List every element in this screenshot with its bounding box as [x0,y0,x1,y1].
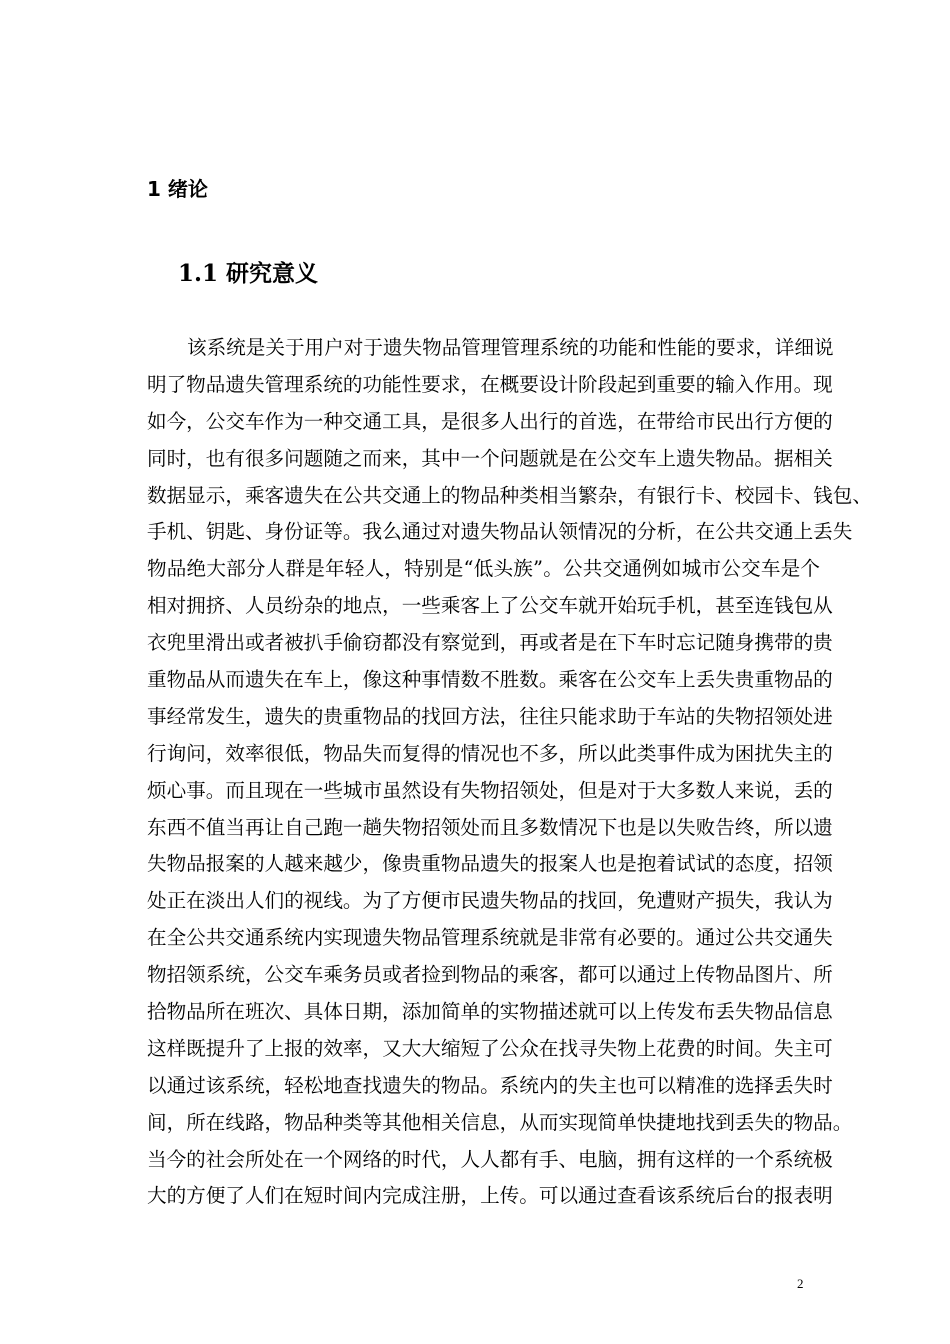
paragraph-line: 明了物品遗失管理系统的功能性要求，在概要设计阶段起到重要的输入作用。现 [147,372,833,396]
paragraph-line: 东西不值当再让自己跑一趟失物招领处而且多数情况下也是以失败告终，所以遗 [147,815,833,839]
paragraph-line: 处正在淡出人们的视线。为了方便市民遗失物品的找回，免遭财产损失，我认为 [147,889,833,913]
section-heading: 1.1 研究意义 [178,260,319,287]
paragraph-line: 大的方便了人们在短时间内完成注册，上传。可以通过查看该系统后台的报表明 [147,1184,833,1208]
paragraph-line: 间，所在线路，物品种类等其他相关信息，从而实现简单快捷地找到丢失的物品。 [147,1110,853,1134]
paragraph-line: 重物品从而遗失在车上，像这种事情数不胜数。乘客在公交车上丢失贵重物品的 [147,668,833,692]
paragraph-line: 当今的社会所处在一个网络的时代，人人都有手、电脑，拥有这样的一个系统极 [147,1147,833,1171]
paragraph-line: 数据显示，乘客遗失在公共交通上的物品种类相当繁杂，有银行卡、校园卡、钱包、 [147,483,872,507]
paragraph-line: 以通过该系统，轻松地查找遗失的物品。系统内的失主也可以精准的选择丢失时 [147,1073,833,1097]
paragraph-line: 物品绝大部分人群是年轻人，特别是“低头族”。公共交通例如城市公交车是个 [147,557,820,581]
body-paragraph [147,334,872,1219]
paragraph-line: 同时，也有很多问题随之而来，其中一个问题就是在公交车上遗失物品。据相关 [147,446,833,470]
paragraph-line: 如今，公交车作为一种交通工具，是很多人出行的首选，在带给市民出行方便的 [147,409,833,433]
paragraph-line: 这样既提升了上报的效率，又大大缩短了公众在找寻失物上花费的时间。失主可 [147,1036,833,1060]
paragraph-line: 手机、钥匙、身份证等。我么通过对遗失物品认领情况的分析，在公共交通上丢失 [147,520,853,544]
paragraph-line: 失物品报案的人越来越少，像贵重物品遗失的报案人也是抱着试试的态度，招领 [147,852,833,876]
paragraph-line: 衣兜里滑出或者被扒手偷窃都没有察觉到，再或者是在下车时忘记随身携带的贵 [147,631,833,655]
paragraph-line: 在全公共交通系统内实现遗失物品管理系统就是非常有必要的。通过公共交通失 [147,926,833,950]
paragraph-line: 行询问，效率很低，物品失而复得的情况也不多，所以此类事件成为困扰失主的 [147,741,833,765]
chapter-heading: 1 绪论 [147,177,208,201]
paragraph-line: 事经常发生，遗失的贵重物品的找回方法，往往只能求助于车站的失物招领处进 [147,704,833,728]
paragraph-line: 该系统是关于用户对于遗失物品管理管理系统的功能和性能的要求，详细说 [187,336,834,359]
paragraph-line: 拾物品所在班次、具体日期，添加简单的实物描述就可以上传发布丢失物品信息 [147,1000,833,1024]
paragraph-line: 相对拥挤、人员纷杂的地点，一些乘客上了公交车就开始玩手机，甚至连钱包从 [147,594,833,618]
page-number: 2 [797,1276,804,1291]
paragraph-line: 物招领系统，公交车乘务员或者捡到物品的乘客，都可以通过上传物品图片、所 [147,963,833,987]
paragraph-line: 烦心事。而且现在一些城市虽然设有失物招领处，但是对于大多数人来说，丢的 [147,778,833,802]
